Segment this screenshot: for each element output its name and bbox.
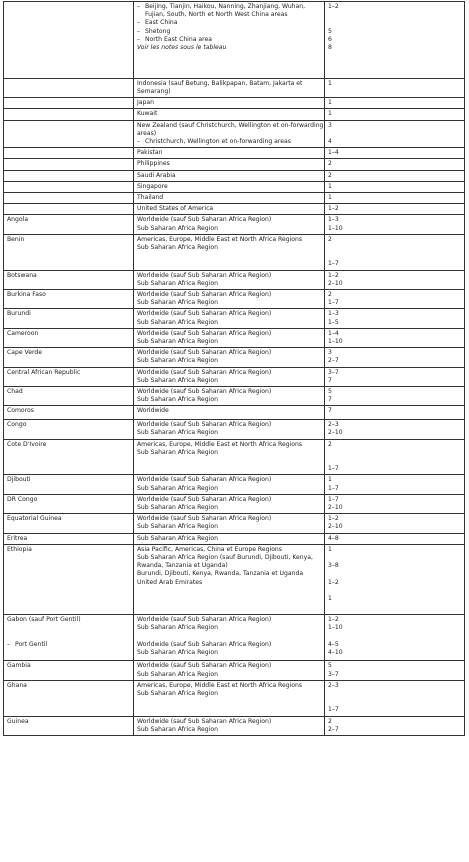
destination-line: areas): [137, 129, 157, 137]
transit-days-value: [328, 570, 461, 578]
transit-days-value: 1–3: [328, 310, 339, 318]
destination-line: United Arab Emirates: [137, 578, 203, 586]
transit-days-cell: [325, 716, 465, 735]
destination-cell: [134, 494, 325, 513]
destination-line: – North East China area: [137, 36, 321, 44]
transit-days-value: 2–3: [328, 681, 339, 689]
country-name: Gabon (sauf Port Gentil): [7, 616, 81, 623]
transit-days-value: 5: [328, 388, 332, 396]
table-row: [4, 181, 465, 192]
transit-days-cell: [325, 533, 465, 544]
country-cell: [4, 514, 134, 533]
destination-cell: [134, 98, 325, 109]
transit-days-value: 7: [328, 396, 332, 404]
transit-days-value: 5: [328, 662, 332, 670]
destination-line: Asia Pacific, Americas, China et Europe Regions: [137, 545, 282, 553]
country-name: Comoros: [7, 407, 34, 415]
destination-line: Worldwide (sauf Sub Saharan Africa Region): [137, 368, 272, 376]
transit-days-value: 6: [328, 35, 332, 43]
transit-days-cell: [325, 181, 465, 192]
transit-days-cell: [325, 661, 465, 680]
transit-days-value: 1: [328, 194, 332, 202]
country-cell: [4, 270, 134, 289]
country-name: Botswana: [7, 271, 37, 279]
destination-cell: [134, 406, 325, 420]
transit-days-value: 2–3: [328, 421, 339, 429]
transit-days-value: 1–2: [328, 3, 339, 10]
country-cell: [4, 2, 134, 79]
country-cell: [4, 475, 134, 494]
country-name: Burkina Faso: [7, 291, 46, 299]
transit-days-cell: [325, 439, 465, 475]
transit-days-value: 1–10: [328, 624, 343, 632]
transit-days-cell: [325, 98, 465, 109]
table-row: [4, 193, 465, 204]
transit-days-cell: [325, 615, 465, 661]
transit-days-cell: [325, 234, 465, 270]
transit-days-value: 1–7: [328, 465, 339, 473]
table-row: [4, 716, 465, 735]
table-row: [4, 120, 465, 148]
transit-days-value: 1–10: [328, 338, 343, 346]
transit-days-value: 2: [328, 440, 332, 448]
transit-days-value: 1–4: [328, 329, 339, 337]
destination-line: Sub Saharan Africa Region: [137, 523, 218, 531]
destination-line: New Zealand (sauf Christchurch, Wellington et on-forwarding: [137, 121, 324, 129]
country-cell: [4, 181, 134, 192]
transit-days-value: [328, 252, 461, 260]
table-row: [4, 494, 465, 513]
destination-cell: [134, 234, 325, 270]
transit-days-cell: [325, 193, 465, 204]
destination-cell: [134, 204, 325, 215]
country-name: Congo: [7, 421, 27, 429]
table-row: [4, 544, 465, 614]
transit-days-cell: [325, 215, 465, 234]
transit-days-value: 2–7: [328, 725, 339, 733]
destination-line: Worldwide (sauf Sub Saharan Africa Region): [137, 349, 272, 357]
transit-days-value: 2–10: [328, 429, 343, 437]
table-row: [4, 387, 465, 406]
transit-days-cell: [325, 78, 465, 97]
destination-cell: [134, 215, 325, 234]
destination-line: Sub Saharan Africa Region: [137, 624, 218, 632]
transit-days-cell: [325, 680, 465, 716]
country-name: Cameroon: [7, 329, 39, 337]
transit-days-value: 1–7: [328, 484, 339, 492]
country-cell: [4, 204, 134, 215]
table-row: [4, 2, 465, 79]
destination-line: Rwanda, Tanzania et Uganda): [137, 562, 228, 570]
transit-days-value: 1: [328, 99, 332, 107]
destination-line: Sub Saharan Africa Region: [137, 484, 218, 492]
destination-line: – Beijing, Tianjin, Haikou, Nanning, Zhanjiang, Wuhan,: [137, 3, 321, 11]
transit-days-value: 1–4: [328, 149, 339, 157]
transit-days-value: 2: [328, 160, 332, 168]
transit-days-cell: [325, 367, 465, 386]
destination-line: Worldwide (sauf Sub Saharan Africa Region): [137, 291, 272, 299]
table-row: [4, 328, 465, 347]
transit-days-value: [328, 19, 461, 27]
transit-days-value: [328, 130, 461, 138]
country-cell: [4, 109, 134, 120]
country-cell: [4, 420, 134, 439]
country-cell: [4, 215, 134, 234]
transit-days-cell: [325, 204, 465, 215]
destination-cell: [134, 661, 325, 680]
country-name: Eritrea: [7, 534, 28, 542]
destination-line: Worldwide (sauf Sub Saharan Africa Region): [137, 329, 272, 337]
transit-days-value: 2: [328, 235, 332, 243]
destination-line: Worldwide (sauf Sub Saharan Africa Region): [137, 476, 272, 484]
country-name: Chad: [7, 388, 23, 396]
country-cell: [4, 193, 134, 204]
destination-line: Kuwait: [137, 110, 158, 118]
destination-cell: [134, 290, 325, 309]
transit-days-cell: [325, 148, 465, 159]
transit-days-value: 3–7: [328, 670, 339, 678]
destination-cell: [134, 544, 325, 614]
country-cell: [4, 367, 134, 386]
table-row: [4, 514, 465, 533]
destination-line: – Christchurch, Wellington et on-forwarding areas: [137, 138, 321, 146]
country-cell: [4, 680, 134, 716]
country-name: Angola: [7, 216, 29, 224]
destination-line: Pakistan: [137, 149, 163, 157]
destination-line: Sub Saharan Africa Region: [137, 670, 218, 678]
transit-time-table: [3, 1, 465, 736]
transit-days-value: 2–10: [328, 523, 343, 531]
destination-cell: [134, 387, 325, 406]
transit-days-value: [328, 457, 461, 465]
destination-line: Americas, Europe, Middle East et North Africa Regions: [137, 440, 303, 448]
destination-line: Sub Saharan Africa Region: [137, 396, 218, 404]
destination-line: Saudi Arabia: [137, 171, 176, 179]
destination-cell: [134, 420, 325, 439]
country-cell: [4, 716, 134, 735]
destination-line: Sub Saharan Africa Region: [137, 448, 218, 456]
transit-days-value: 2: [328, 291, 332, 299]
table-row: [4, 615, 465, 661]
destination-line: Thailand: [137, 194, 164, 202]
transit-days-value: 1–7: [328, 495, 339, 503]
destination-line: Sub Saharan Africa Region: [137, 534, 218, 542]
country-name: Cote D'Ivoire: [7, 440, 47, 448]
destination-line: Americas, Europe, Middle East et North Africa Regions: [137, 681, 303, 689]
country-cell: [4, 387, 134, 406]
destination-cell: [134, 475, 325, 494]
transit-days-value: 1–2: [328, 616, 339, 623]
destination-cell: [134, 348, 325, 367]
destination-cell: [134, 148, 325, 159]
destination-line: – Shetong: [137, 28, 321, 36]
transit-days-value: [328, 690, 461, 698]
transit-days-cell: [325, 494, 465, 513]
transit-days-cell: [325, 120, 465, 148]
transit-days-value: 4–10: [328, 648, 343, 656]
transit-days-cell: [325, 270, 465, 289]
transit-days-cell: [325, 544, 465, 614]
destination-line: Fujian, South, North et North West China areas: [145, 11, 288, 19]
country-name: Gambia: [7, 662, 31, 670]
transit-days-value: 1–2: [328, 205, 339, 213]
destination-line: Sub Saharan Africa Region: [137, 299, 218, 307]
destination-cell: [134, 120, 325, 148]
destination-cell: [134, 181, 325, 192]
transit-days-value: 4: [328, 138, 332, 145]
destination-line: Worldwide (sauf Sub Saharan Africa Region): [137, 421, 272, 429]
table-row: [4, 234, 465, 270]
destination-cell: [134, 270, 325, 289]
transit-days-value: 1–7: [328, 299, 339, 307]
transit-days-value: 1: [328, 110, 332, 118]
transit-days-value: 7: [328, 407, 332, 415]
country-cell: [4, 328, 134, 347]
table-row: [4, 148, 465, 159]
country-name: Cape Verde: [7, 349, 43, 357]
destination-line: Sub Saharan Africa Region: [137, 244, 218, 252]
table-row: [4, 290, 465, 309]
destination-cell: [134, 615, 325, 661]
destination-line: Sub Saharan Africa Region: [137, 648, 218, 656]
destination-line: Americas, Europe, Middle East et North Africa Regions: [137, 235, 303, 243]
transit-days-value: 4–8: [328, 534, 339, 542]
transit-days-cell: [325, 387, 465, 406]
transit-days-value: 1: [328, 79, 332, 87]
transit-days-cell: [325, 406, 465, 420]
destination-line: Philippines: [137, 160, 170, 168]
transit-days-cell: [325, 475, 465, 494]
destination-line: Sub Saharan Africa Region: [137, 690, 218, 698]
country-cell: [4, 494, 134, 513]
transit-days-cell: [325, 109, 465, 120]
table-row: [4, 215, 465, 234]
table-row: [4, 367, 465, 386]
destination-line: Sub Saharan Africa Region: [137, 338, 218, 346]
transit-days-value: [328, 554, 461, 562]
country-cell: [4, 170, 134, 181]
country-cell: [4, 148, 134, 159]
transit-days-value: 3–8: [328, 562, 339, 570]
destination-line: Worldwide: [137, 407, 169, 415]
table-row: [4, 159, 465, 170]
table-row: [4, 439, 465, 475]
country-name: DR Congo: [7, 495, 38, 503]
destination-line: Semarang): [137, 88, 171, 95]
transit-days-value: 1–5: [328, 318, 339, 326]
destination-line: Sub Saharan Africa Region: [137, 224, 218, 232]
transit-days-value: 1–7: [328, 706, 339, 714]
country-cell: [4, 290, 134, 309]
destination-line: Worldwide (sauf Sub Saharan Africa Region): [137, 616, 272, 623]
table-row: [4, 680, 465, 716]
destination-cell: [134, 309, 325, 328]
destination-line: Sub Saharan Africa Region: [137, 318, 218, 326]
transit-days-value: 1–3: [328, 216, 339, 224]
country-name: Ghana: [7, 681, 27, 689]
destination-line: Sub Saharan Africa Region: [137, 279, 218, 287]
destination-line: Sub Saharan Africa Region: [137, 429, 218, 437]
transit-days-value: 3: [328, 349, 332, 357]
transit-days-cell: [325, 170, 465, 181]
country-cell: [4, 406, 134, 420]
transit-days-value: 2: [328, 171, 332, 179]
transit-days-value: 5: [328, 27, 332, 35]
destination-line: Worldwide (sauf Sub Saharan Africa Region): [137, 717, 272, 725]
transit-days-value: 1–2: [328, 578, 339, 586]
destination-line: Burundi, Djibouti, Kenya, Rwanda, Tanzania et Uganda: [137, 570, 304, 578]
destination-line: Indonesia (sauf Betung, Balikpapan, Batam, Jakarta et: [137, 79, 303, 87]
table-row: [4, 420, 465, 439]
destination-line: Worldwide (sauf Sub Saharan Africa Region): [137, 515, 272, 523]
destination-line: Singapore: [137, 182, 168, 190]
destination-line: Sub Saharan Africa Region: [137, 503, 218, 511]
transit-days-value: 2–10: [328, 279, 343, 287]
transit-days-value: 1: [328, 545, 332, 553]
transit-days-value: 8: [328, 43, 332, 51]
destination-line: Worldwide (sauf Sub Saharan Africa Region): [137, 271, 272, 279]
transit-days-value: [328, 632, 461, 640]
table-row: [4, 170, 465, 181]
destination-line: Worldwide (sauf Sub Saharan Africa Region): [137, 495, 272, 503]
country-name: Central African Republic: [7, 368, 81, 376]
country-name: Burundi: [7, 310, 31, 318]
transit-days-value: 1–2: [328, 271, 339, 279]
transit-days-cell: [325, 420, 465, 439]
country-cell: [4, 234, 134, 270]
transit-days-cell: [325, 159, 465, 170]
destination-cell: [134, 533, 325, 544]
transit-days-value: 4–5: [328, 640, 339, 648]
destination-cell: [134, 78, 325, 97]
country-cell: [4, 159, 134, 170]
country-name: Equatorial Guinea: [7, 515, 62, 523]
transit-days-cell: [325, 309, 465, 328]
destination-line: Worldwide (sauf Sub Saharan Africa Region): [137, 662, 272, 670]
destination-line: Sub Saharan Africa Region: [137, 357, 218, 365]
destination-line: Worldwide (sauf Sub Saharan Africa Region): [137, 388, 272, 396]
destination-cell: [134, 2, 325, 79]
transit-days-value: [328, 698, 461, 706]
transit-days-value: 1: [328, 182, 332, 190]
country-name: Guinea: [7, 717, 29, 725]
table-body: [4, 2, 465, 736]
transit-days-value: 3: [328, 121, 332, 129]
table-row: [4, 309, 465, 328]
destination-line: Sub Saharan Africa Region: [137, 725, 218, 733]
transit-days-cell: [325, 2, 465, 79]
country-name: Ethiopia: [7, 545, 32, 553]
destination-cell: [134, 159, 325, 170]
country-name: Benin: [7, 235, 25, 243]
transit-days-value: 1–2: [328, 515, 339, 523]
transit-days-value: 2–10: [328, 503, 343, 511]
destination-line: Worldwide (sauf Sub Saharan Africa Region): [137, 216, 272, 224]
transit-days-value: [328, 449, 461, 457]
destination-cell: [134, 170, 325, 181]
table-row: [4, 406, 465, 420]
country-cell: [4, 309, 134, 328]
transit-days-cell: [325, 514, 465, 533]
destination-line: Japan: [137, 99, 154, 107]
country-cell: [4, 615, 134, 661]
destination-line: [137, 632, 321, 640]
table-row: [4, 348, 465, 367]
destination-line: – East China: [137, 19, 321, 27]
transit-days-value: 1–10: [328, 224, 343, 232]
transit-days-cell: [325, 348, 465, 367]
destination-line: Sub Saharan Africa Region: [137, 376, 218, 384]
destination-line: Worldwide (sauf Sub Saharan Africa Region): [137, 640, 272, 648]
destination-cell: [134, 328, 325, 347]
table-row: [4, 78, 465, 97]
destination-cell: [134, 716, 325, 735]
table-row: [4, 661, 465, 680]
transit-days-value: [328, 244, 461, 252]
destination-line: Worldwide (sauf Sub Saharan Africa Region): [137, 310, 272, 318]
table-row: [4, 533, 465, 544]
transit-days-cell: [325, 328, 465, 347]
transit-days-value: [328, 587, 461, 595]
country-cell: [4, 661, 134, 680]
destination-cell: [134, 367, 325, 386]
sub-area-name: – Port Gentil: [7, 641, 130, 649]
destination-cell: [134, 193, 325, 204]
country-cell: [4, 348, 134, 367]
transit-days-value: 1: [328, 476, 332, 484]
country-cell: [4, 120, 134, 148]
table-row: [4, 98, 465, 109]
destination-cell: [134, 439, 325, 475]
destination-cell: [134, 680, 325, 716]
country-cell: [4, 544, 134, 614]
transit-days-value: 2–7: [328, 357, 339, 365]
country-cell: [4, 98, 134, 109]
country-name: Djibouti: [7, 476, 31, 484]
destination-line: Sub Saharan Africa Region (sauf Burundi, Djibouti, Kenya,: [137, 553, 313, 561]
table-row: [4, 475, 465, 494]
transit-days-value: 3–7: [328, 368, 339, 376]
table-row: [4, 204, 465, 215]
transit-days-value: 7: [328, 376, 332, 384]
destination-line: United States of America: [137, 205, 214, 213]
transit-days-value: 2: [328, 717, 332, 725]
country-cell: [4, 78, 134, 97]
transit-days-cell: [325, 290, 465, 309]
table-row: [4, 109, 465, 120]
table-note: Voir les notes sous le tableau: [137, 44, 227, 52]
destination-cell: [134, 109, 325, 120]
table-row: [4, 270, 465, 289]
destination-cell: [134, 514, 325, 533]
country-cell: [4, 439, 134, 475]
transit-days-value: [328, 11, 461, 19]
transit-days-value: 1–7: [328, 260, 339, 268]
transit-days-value: 1: [328, 594, 332, 602]
country-cell: [4, 533, 134, 544]
